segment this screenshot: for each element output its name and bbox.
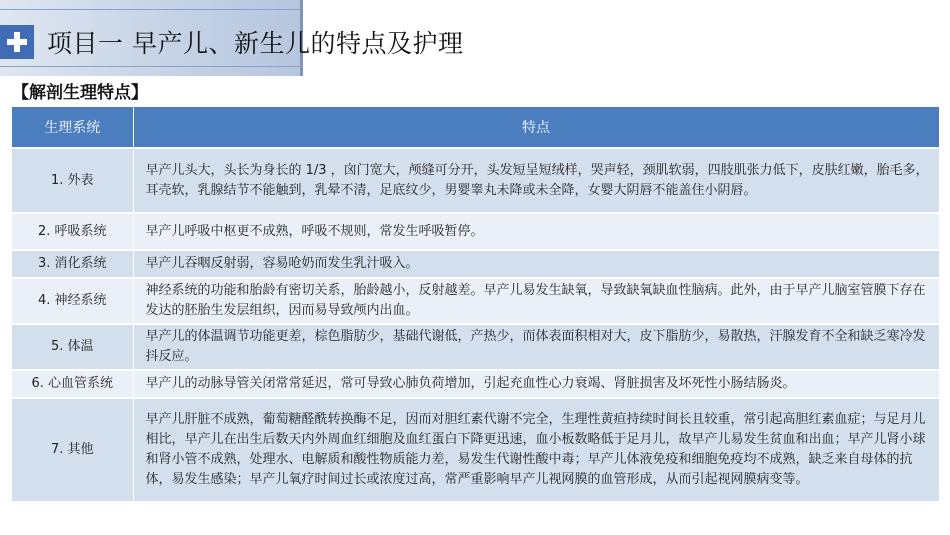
table-row [12, 370, 939, 398]
system-cell: 6. 心血管系统 [12, 370, 133, 398]
table-row [12, 213, 939, 250]
page-title: 项目一 早产儿、新生儿的特点及护理 [47, 29, 464, 58]
table-row [12, 250, 939, 278]
table-row [12, 398, 939, 501]
column-header-feature: 特点 [133, 107, 939, 148]
banner-line-top [0, 9, 303, 10]
system-cell: 1. 外表 [12, 148, 133, 213]
system-cell: 5. 体温 [12, 324, 133, 370]
feature-cell: 早产儿的体温调节功能更差，棕色脂肪少，基础代谢低，产热少，而体表面积相对大，皮下脂肪少，易散热，汗腺发育不全和缺乏寒冷发抖反应。 [133, 324, 939, 370]
system-cell: 4. 神经系统 [12, 278, 133, 324]
feature-cell: 早产儿吞咽反射弱，容易呛奶而发生乳汁吸入。 [133, 250, 939, 278]
table-row [12, 148, 939, 213]
column-header-system: 生理系统 [12, 107, 133, 148]
system-cell: 3. 消化系统 [12, 250, 133, 278]
section-label: 【解剖生理特点】 [12, 83, 148, 103]
table-header-row [12, 107, 939, 148]
system-cell: 7. 其他 [12, 398, 133, 501]
banner-line-bottom [0, 66, 303, 67]
feature-cell: 早产儿头大，头长为身长的 1/3 ，囟门宽大，颅缝可分开，头发短呈短绒样，哭声轻，颈肌软弱，四肢肌张力低下，皮肤红嫩，胎毛多，耳壳软，乳腺结节不能触到，乳晕不清，足底纹少，男婴睾丸未降或未全降，女婴大阴唇不能盖住小阴唇。 [133, 148, 939, 213]
feature-cell: 神经系统的功能和胎龄有密切关系，胎龄越小，反射越差。早产儿易发生缺氧，导致缺氧缺血性脑病。此外，由于早产儿脑室管膜下存在发达的胚胎生发层组织，因而易导致颅内出血。 [133, 278, 939, 324]
feature-cell: 早产儿呼吸中枢更不成熟，呼吸不规则，常发生呼吸暂停。 [133, 213, 939, 250]
feature-cell: 早产儿的动脉导管关闭常常延迟，常可导致心肺负荷增加，引起充血性心力衰竭、肾脏损害及坏死性小肠结肠炎。 [133, 370, 939, 398]
table-row [12, 324, 939, 370]
features-table [12, 107, 940, 501]
system-cell: 2. 呼吸系统 [12, 213, 133, 250]
table-row [12, 278, 939, 324]
feature-cell: 早产儿肝脏不成熟，葡萄糖醛酰转换酶不足，因而对胆红素代谢不完全，生理性黄疸持续时间长且较重，常引起高胆红素血症；与足月儿相比，早产儿在出生后数天内外周血红细胞及血红蛋白下降更迅速，血小板数略低于足月儿，故早产儿易发生贫血和出血；早产儿肾小球和肾小管不成熟，处理水、电解质和酸性物质能力差，易发生代谢性酸中毒；早产儿体液免疫和细胞免疫均不成熟，缺乏来自母体的抗体，易发生感染；早产儿氧疗时间过长或浓度过高，常严重影响早产儿视网膜的血管形成，从而引起视网膜病变等。 [133, 398, 939, 501]
plus-icon [0, 25, 34, 59]
